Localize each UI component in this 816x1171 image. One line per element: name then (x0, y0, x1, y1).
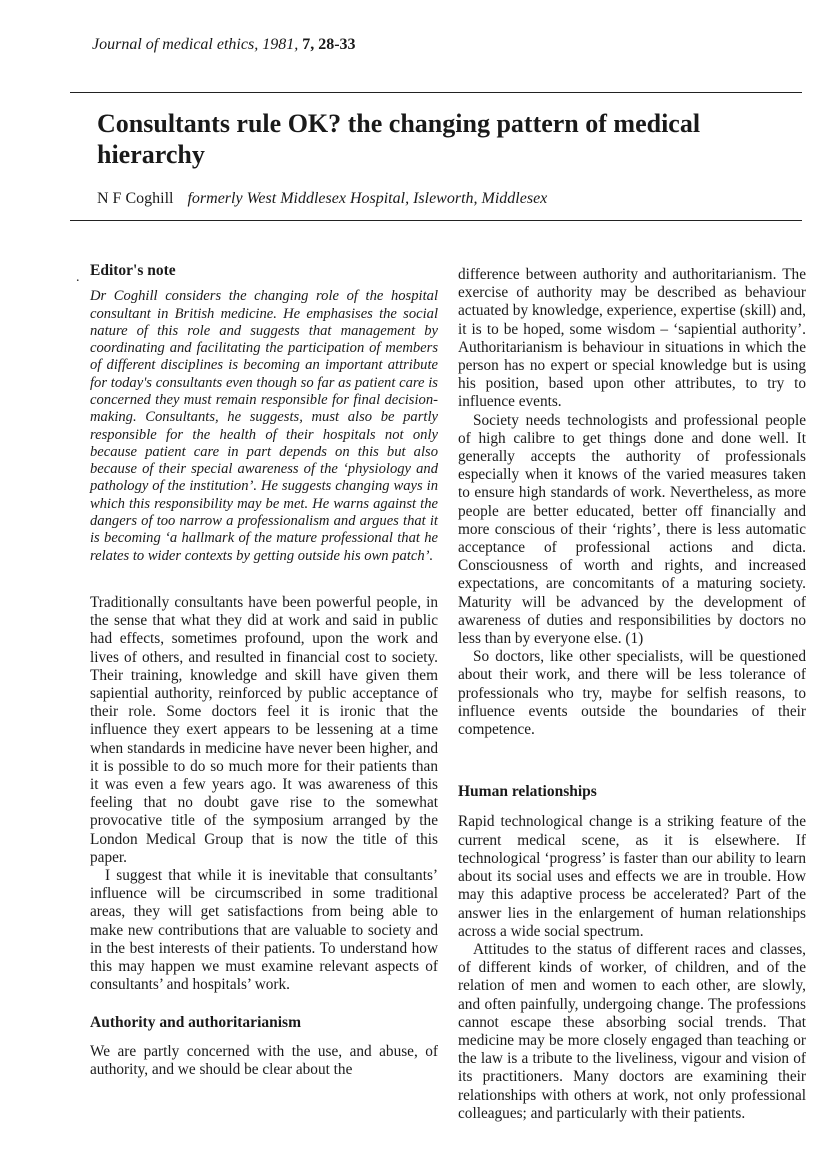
article-title: Consultants rule OK? the changing pattern of medical hierarchy (97, 109, 701, 169)
journal-reference (92, 36, 356, 54)
journal-year: 1981, (262, 36, 299, 53)
paragraph: So doctors, like other specialists, will be questioned about their work, and there will be less tolerance of professionals who try, maybe for selfish reasons, to influence events outside the boundaries of their competence. (458, 648, 806, 739)
author-name: N F Coghill (97, 190, 174, 207)
margin-dot: . (76, 270, 80, 285)
journal-pages: 28-33 (318, 36, 356, 53)
paragraph: We are partly concerned with the use, and abuse, of authority, and we should be clear about the (90, 1042, 438, 1078)
paragraph: Traditionally consultants have been powerful people, in the sense that what they did at work and said in public had effects, sometimes profound, upon the work and lives of others, and resulted in financial cost to society. Their training, knowledge and skill have given them sapiential authority, reinforced by public acceptance of their role. Some doctors feel it is ironic that the influence they exert appears to be lessening at a time when standards in medicine have never been higher, and it is possible to do so much more for their patients than it was even a few years ago. It was awareness of this feeling that no doubt gave rise to the somewhat provocative title of the symposium arranged by the London Medical Group that is now the title of this paper. (90, 593, 438, 866)
byline (97, 190, 547, 208)
paragraph: Attitudes to the status of different races and classes, of different kinds of worker, of children, and of the relation of men and women to each other, are slowly, and often painfully, undergoing change. The professions cannot escape these absorbing social trends. That medicine may be more closely engaged than teaching or the law is a tribute to the liveliness, vigour and vision of its practitioners. Many doctors are examining their relationships with others at work, not only professional colleagues; and particularly with their patients. (458, 940, 806, 1122)
section-heading-authority: Authority and authoritarianism (90, 1014, 301, 1032)
top-rule (70, 92, 802, 93)
paragraph: Society needs technologists and professional people of high calibre to get things done and done well. It generally accepts the authority of professionals especially when it knows of the varied measures taken to ensure high standards of work. Nevertheless, as more people are better educated, better off financially and more conscious of their ‘rights’, there is less automatic acceptance of professional actions and dicta. Consciousness of worth and rights, and increased expectations, are concomitants of a maturing society. Maturity will be advanced by the development of awareness of duties and responsibilities by doctors no less than by everyone else. (1) (458, 411, 806, 648)
header-rule (70, 220, 802, 221)
paragraph: difference between authority and authoritarianism. The exercise of authority may be described as behaviour actuated by knowledge, experience, expertise (skill) and, it is to be hoped, some wisdom – ‘sapiential authority’. Authoritarianism is behaviour in situations in which the person has no expert or special knowledge but is using his position, based upon other attributes, to try to influence events. (458, 266, 806, 411)
journal-volume: 7, (302, 36, 315, 53)
author-affiliation: formerly West Middlesex Hospital, Isleworth, Middlesex (187, 190, 548, 207)
section-heading-human-relationships: Human relationships (458, 783, 597, 801)
editor-note-body: Dr Coghill considers the changing role of the hospital consultant in British medicine. He emphasises the social nature of this role and suggests that management by coordinating and facilitating the participation of members of different disciplines is becoming an important attribute for today's consultants even though so far as patient care is concerned they must remain responsible for final decision-making. Consultants, he suggests, must also be partly responsible for the health of their hospitals not only because patient care in part depends on this but also because of their special awareness of the ‘physiology and pathology of the institution’. He suggests changing ways in which this responsibility may be met. He warns against the dangers of too narrow a professionalism and argues that it is becoming ‘a hallmark of the mature professional that he relates to wider contexts by getting outside his own patch’. (90, 288, 438, 564)
editor-note (90, 262, 438, 565)
paragraph: Rapid technological change is a striking feature of the current medical scene, as it is elsewhere. If technological ‘progress’ is faster than our ability to learn about its social uses and effects we are in trouble. How may this adaptive process be accelerated? Part of the answer lies in the enlargement of human relationships across a wide social spectrum. (458, 813, 806, 940)
paragraph: I suggest that while it is inevitable that consultants’ influence will be circumscribed in some traditional areas, they will get satisfactions from being able to make new contributions that are valuable to society and in the best interests of their patients. To understand how this may happen we must examine relevant aspects of consultants’ and hospitals’ work. (90, 867, 438, 994)
right-column (458, 266, 806, 1123)
editor-note-heading: Editor's note (90, 262, 176, 279)
left-column (90, 262, 438, 1079)
journal-name: Journal of medical ethics, (92, 36, 259, 53)
